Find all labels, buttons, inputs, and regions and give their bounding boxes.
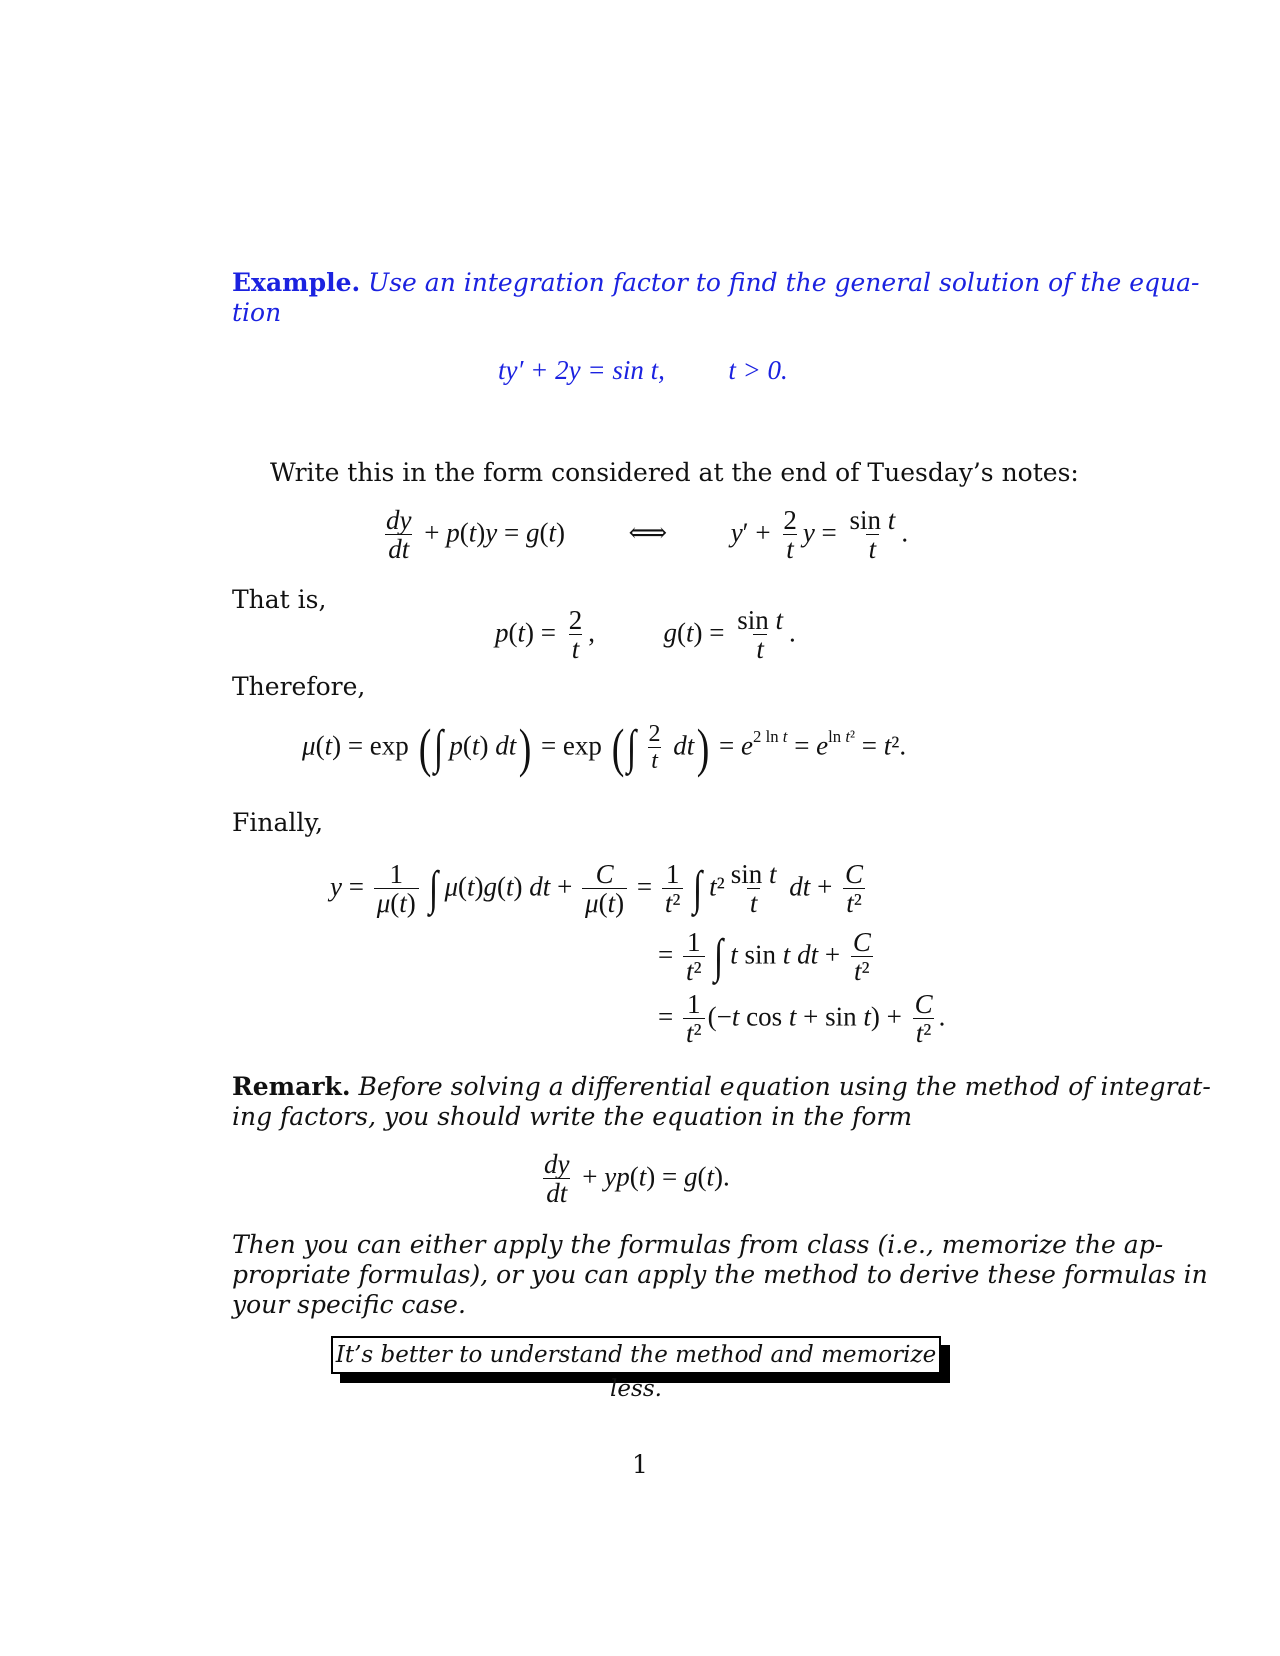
therefore-label: Therefore, xyxy=(232,672,366,701)
standard-form-equation: $\frac{dy}{dt}$ + p(t)y = g(t) ⟺ y′ + $\frac{2}{t}$ y = $\frac{\text{sin t}}{t}$ . xyxy=(386,505,909,565)
boxed-note: It’s better to understand the method and memorize less. xyxy=(331,1336,941,1374)
remark-equation: $\frac{dy}{dt}$ + yp(t) = g(t). xyxy=(544,1149,730,1209)
main-equation-lhs: ty′ + 2y = sin t, xyxy=(498,355,665,385)
example-heading: Example. xyxy=(232,268,361,297)
integrating-factor-equation: μ(t) = exp (∫ p(t) dt) = exp (∫ $\frac{2}{t}$ $dt) = e^{2 ln t} = e^{ln t^2} = t^2$. xyxy=(302,717,907,778)
remark-line1 xyxy=(232,1072,1211,1102)
remark-text-line5: your specific case. xyxy=(232,1290,466,1319)
solution-line-2: = $\frac{1}{\text{t²}}$ ∫ t sin t dt + $\frac{C}{\text{t²}}$ xyxy=(658,927,871,987)
example-text-line1: Use an integration factor to find the general solution of the equa- xyxy=(368,268,1200,297)
example-statement xyxy=(232,268,1200,298)
solution-line-1: y = $\frac{1}{\mu(t)}$ ∫ μ(t)g(t) dt + $\frac{C}{\mu(t)}$ = $\frac{1}{\text{t²}}$ ∫ t² $\frac{\text{sin t}}{t}$ dt + $\frac{C}{\text{t²}}$ xyxy=(330,859,864,919)
remark-heading: Remark. xyxy=(232,1072,351,1101)
p-g-definitions: p(t) = $\frac{2}{t}$ , g(t) = $\frac{\text{sin t}}{t}$ . xyxy=(495,605,796,665)
page-number: 1 xyxy=(632,1450,648,1479)
that-is-label: That is, xyxy=(232,585,327,614)
main-equation xyxy=(498,354,788,386)
solution-line-3: = $\frac{1}{\text{t²}}$ (−t cos t + sin t) + $\frac{C}{\text{t²}}$ . xyxy=(658,989,946,1049)
remark-text-line1: Before solving a differential equation using the method of integrat- xyxy=(358,1072,1211,1101)
example-text-line2: tion xyxy=(232,298,282,327)
remark-text-line2: ing factors, you should write the equation in the form xyxy=(232,1102,913,1131)
finally-label: Finally, xyxy=(232,808,324,837)
main-equation-condition: t > 0. xyxy=(728,355,788,385)
intro-text: Write this in the form considered at the end of Tuesday’s notes: xyxy=(270,458,1079,487)
remark-text-line4: propriate formulas), or you can apply the method to derive these formulas in xyxy=(232,1260,1208,1289)
remark-text-line3: Then you can either apply the formulas from class (i.e., memorize the ap- xyxy=(232,1230,1164,1259)
